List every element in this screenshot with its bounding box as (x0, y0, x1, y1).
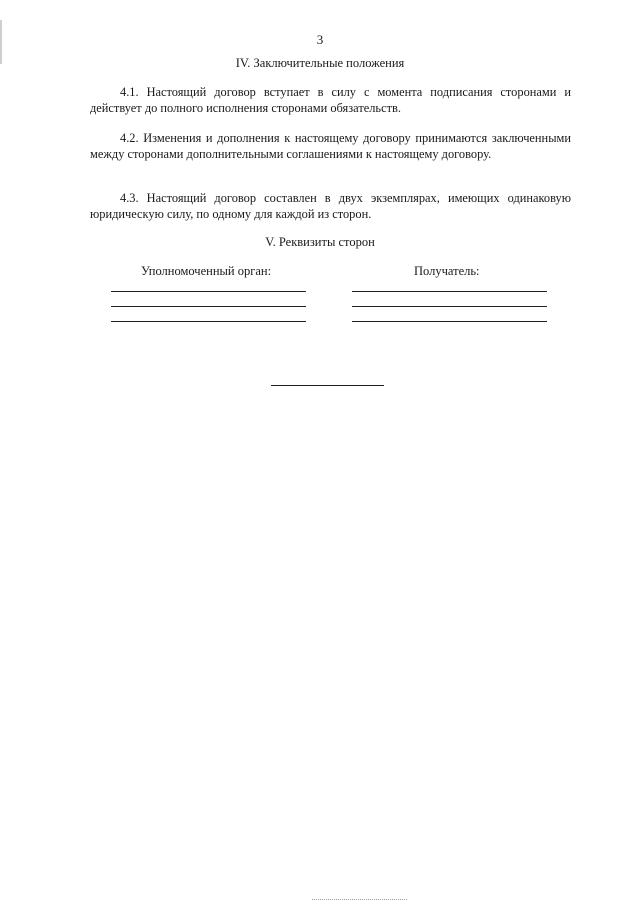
paragraph-4-1-text: 4.1. Настоящий договор вступает в силу с момента подписания сторонами и действует до полного исполнения сторонами обязательств. (90, 85, 571, 115)
page-number: 3 (316, 32, 324, 47)
authorized-body-line-1 (111, 291, 306, 292)
paragraph-4-2-text: 4.2. Изменения и дополнения к настоящему договору принимаются заключенными между сторонами дополнительными соглашениями к настоящему договору. (90, 131, 571, 161)
recipient-line-1 (352, 291, 547, 292)
section-4-title: IV. Заключительные положения (235, 56, 405, 70)
authorized-body-line-3 (111, 321, 306, 322)
paragraph-4-3 (90, 190, 571, 222)
paragraph-4-2 (90, 130, 571, 162)
section-5-title: V. Реквизиты сторон (265, 235, 375, 249)
paragraph-4-1 (90, 84, 571, 116)
document-end-line (271, 385, 384, 386)
recipient-line-3 (352, 321, 547, 322)
recipient-label: Получатель: (414, 264, 480, 278)
recipient-line-2 (352, 306, 547, 307)
authorized-body-line-2 (111, 306, 306, 307)
authorized-body-label: Уполномоченный орган: (141, 264, 272, 278)
paragraph-4-3-text: 4.3. Настоящий договор составлен в двух экземплярах, имеющих одинаковую юридическую силу, по одному для каждой из сторон. (90, 191, 571, 221)
scan-bottom-mark (312, 899, 407, 900)
